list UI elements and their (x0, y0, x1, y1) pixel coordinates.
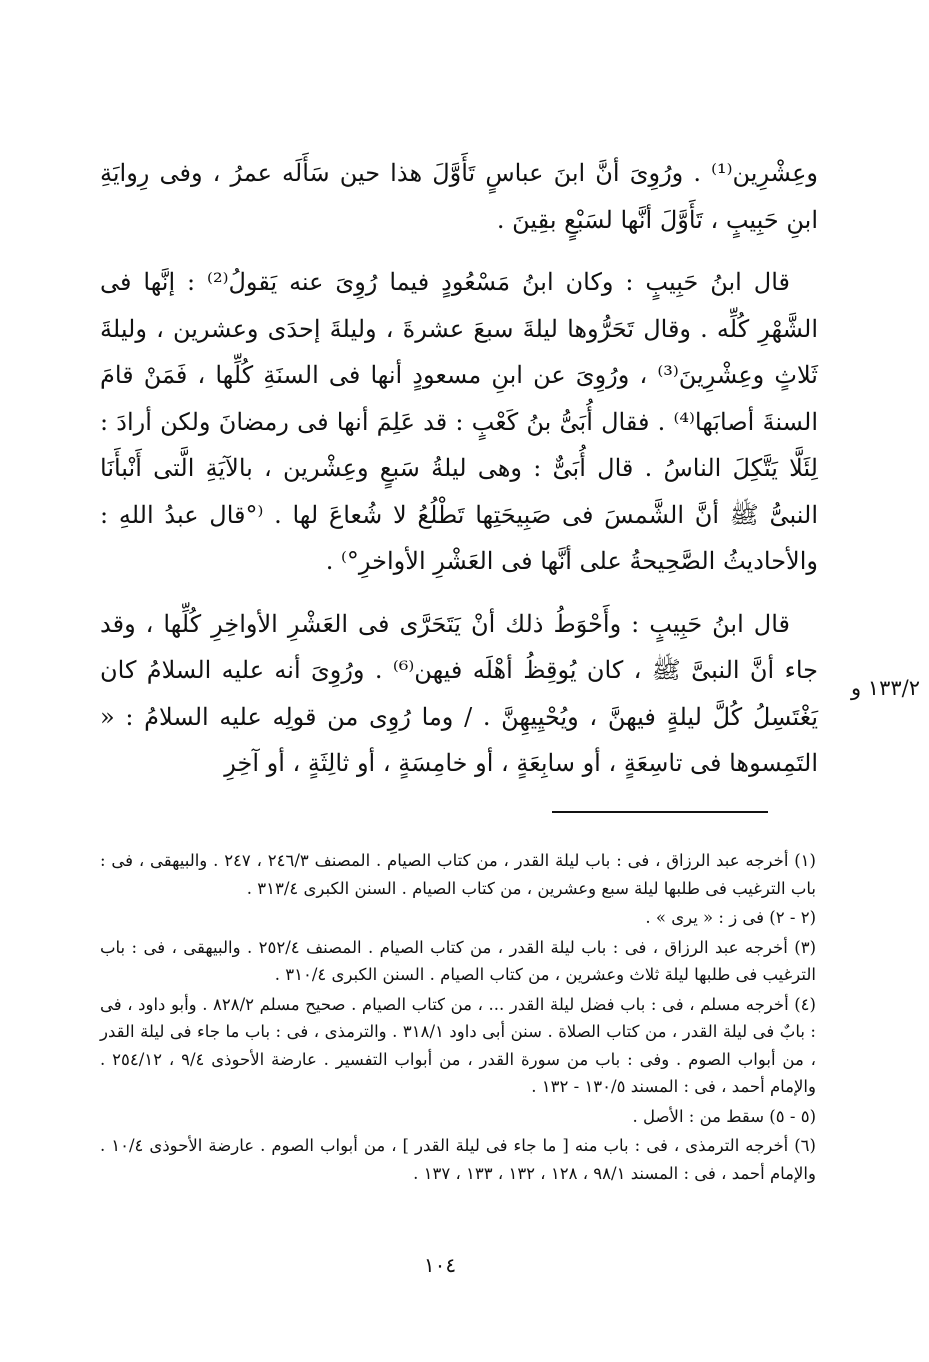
footnote-divider (552, 811, 768, 813)
footnote-3: (٣) أخرجه عبد الرزاق ، فى : باب ليلة القدر ، من كتاب الصيام . المصنف ٢٥٢/٤ . والبيهقى ، فى : باب الترغيب فى طلبها ليلة ثلاث وعشرين ، من كتاب الصيام . السنن الكبرى ٣١٠/٤ . (100, 937, 817, 984)
main-text (100, 150, 818, 803)
footnote-1: (١) أخرجه عبد الرزاق ، فى : باب ليلة القدر ، من كتاب الصيام . المصنف ٢٤٦/٣ ، ٢٤٧ . والبيهقى ، فى : باب الترغيب فى طلبها ليلة سبع وعشرين ، من كتاب الصيام . السنن الكبرى ٣١٣/٤ . (100, 851, 816, 898)
paragraph-3: قال ابنُ حَبِيبٍ : وأَحْوَطُ ذلك أنْ يَتَحَرَّى فى العَشْرِ الأواخِرِ كُلِّها ، وقد جاء أنَّ النبىَّ ﷺ ، كان يُوقِظُ أهْلَه فيهن⁽⁶⁾ . ورُوِىَ أنه عليه السلامُ كان يَغْتَسِلُ كُلَّ ليلةٍ فيهنَّ ، ويُحْيِيهِنَّ . / وما رُوِى من قولِه عليه السلامُ : « التَمِسوها فى تاسِعَةٍ ، أو سابِعَةٍ ، أو خامِسَةٍ ، أو ثالِثَةٍ ، أو آخِرِ (100, 609, 819, 777)
footnote-5: (٥ - ٥) سقط من : الأصل . (632, 1106, 816, 1126)
paragraph-1: وعِشْرِين⁽¹⁾ . ورُوِىَ أنَّ ابنَ عباسٍ تَأَوَّلَ هذا حين سَأَلَه عمرُ ، وفى رِوايَةِ ابنِ حَبِيبٍ ، تَأَوَّلَ أنَّها لسَبْعٍ بقِينَ . (100, 159, 818, 234)
footnote-2: (٢ - ٢) فى ز : « يرى » . (645, 908, 816, 927)
paragraph-2: قال ابنُ حَبِيبٍ : وكان ابنُ مَسْعُودٍ فيما رُوِىَ عنه يَقولُ⁽²⁾ : إنَّها فى الشَّهْرِ كُلِّه . وقال تَحَرُّوها ليلةَ سبعَ عشرةَ ، وليلةَ إحدَى وعشرين ، وليلةَ ثَلاثٍ وعِشْرِينَ⁽³⁾ ، ورُوِىَ عن ابنِ مسعودٍ أنها فى السنَةِ كُلِّها ، فَمَنْ قامَ السنةَ أصابَها⁽⁴⁾ . فقال أُبَىُّ بنُ كَعْبٍ : قد عَلِمَ أنها فى رمضانَ ولكن أرادَ : لِئَلَّا يَتَّكِلَ الناسُ . قال أُبَىٌّ : وهى ليلةُ سَبعٍ وعِشْرين ، بالآيَةِ الَّتى أَنْبأَنَا النبىُّ ﷺ أنَّ الشَّمسَ فى صَبِيحَتِها تَطْلُعُ لا شُعاعَ لها . ⁽°قال عبدُ اللهِ : والأحاديثُ الصَّحِيحةُ على أنَّها فى العَشْرِ الأواخرِ°⁾ . (100, 268, 819, 575)
footnote-6: (٦) أخرجه الترمذى ، فى : باب منه [ ما جاء فى ليلة القدر ] ، من أبواب الصوم . عارضة الأحوذى ١٠/٤ . والإمام أحمد ، فى : المسند ٩٨/١ ، ١٢٨ ، ١٣٢ ، ١٣٣ ، ١٣٧ . (100, 1136, 816, 1183)
page-number: ١٠٤ (423, 1253, 457, 1277)
footnote-4: (٤) أخرجه مسلم ، فى : باب فضل ليلة القدر ... ، من كتاب الصيام . صحيح مسلم ٨٢٨/٢ . وأبو داود ، فى : بابٌ فى ليلة القدر ، من كتاب الصلاة . سنن أبى داود ٣١٨/١ . والترمذى ، فى : باب ما جاء فى ليلة القدر ، من أبواب الصوم . وفى : باب من سورة القدر ، من أبواب التفسير . عارضة الأحوذى ٩/٤ ، ٢٥٤/١٢ . والإمام أحمد ، فى : المسند ١٣٠/٥ - ١٣٢ . (100, 994, 816, 1096)
footnotes (100, 847, 816, 1189)
manuscript-folio-note: ١٣٣/٢ و (850, 676, 920, 700)
